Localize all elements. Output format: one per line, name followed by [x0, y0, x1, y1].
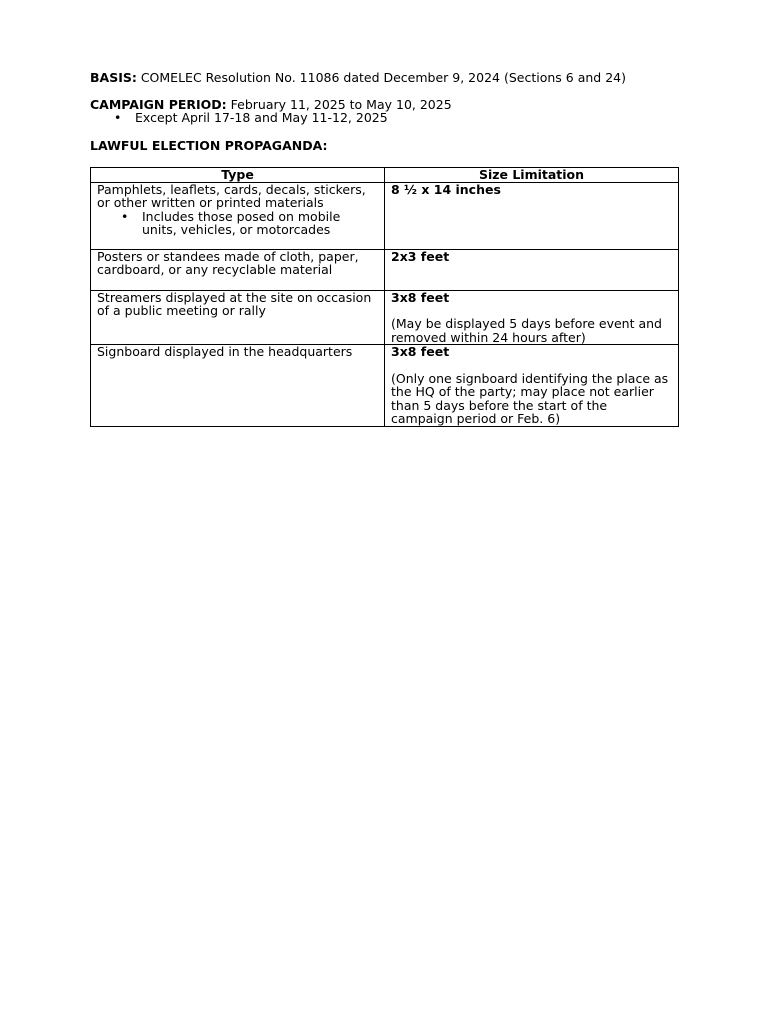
size-cell [385, 345, 679, 427]
table-row [91, 290, 679, 345]
propaganda-heading: LAWFUL ELECTION PROPAGANDA: [90, 137, 328, 153]
size-note: (Only one signboard identifying the place as the HQ of the party; may place not earlier than 5 days before the start of the campaign period or Feb. 6) [391, 370, 669, 426]
size-note: (May be displayed 5 days before event and removed within 24 hours after) [391, 316, 662, 345]
table-row [91, 345, 679, 427]
size-value: 8 ½ x 14 inches [391, 181, 501, 197]
type-cell [91, 345, 385, 427]
size-cell [385, 290, 679, 345]
type-bullet-item: • Includes those posed on mobile units, vehicles, or motorcades [97, 210, 378, 237]
document-page [90, 71, 680, 152]
campaign-period-text: February 11, 2025 to May 10, 2025 [226, 96, 452, 112]
column-header-type: Type [91, 168, 385, 183]
type-cell [91, 249, 385, 290]
size-value: 2x3 feet [391, 248, 450, 264]
type-text: Signboard displayed in the headquarters [97, 344, 353, 359]
campaign-period-label: CAMPAIGN PERIOD: [90, 96, 227, 112]
campaign-exception-item: • Except April 17-18 and May 11-12, 2025 [90, 111, 680, 125]
size-value: 3x8 feet [391, 289, 450, 305]
table-header-row [91, 168, 679, 183]
type-cell [91, 182, 385, 249]
type-text: Pamphlets, leaflets, cards, decals, stickers, or other written or printed materials [97, 181, 366, 210]
campaign-exceptions-list [90, 111, 680, 125]
basis-label: BASIS: [90, 70, 137, 85]
basis-line [90, 71, 680, 85]
type-text: Posters or standees made of cloth, paper, cardboard, or any recyclable material [97, 248, 359, 277]
size-value: 3x8 feet [391, 344, 450, 359]
table-row [91, 182, 679, 249]
propaganda-table [90, 167, 679, 427]
type-text: Streamers displayed at the site on occasion of a public meeting or rally [97, 289, 372, 318]
size-cell [385, 182, 679, 249]
column-header-size: Size Limitation [385, 168, 679, 183]
size-cell [385, 249, 679, 290]
type-bullets [97, 210, 378, 237]
type-cell [91, 290, 385, 345]
table-row [91, 249, 679, 290]
campaign-period-line [90, 98, 680, 112]
basis-text: COMELEC Resolution No. 11086 dated December 9, 2024 (Sections 6 and 24) [136, 70, 626, 85]
